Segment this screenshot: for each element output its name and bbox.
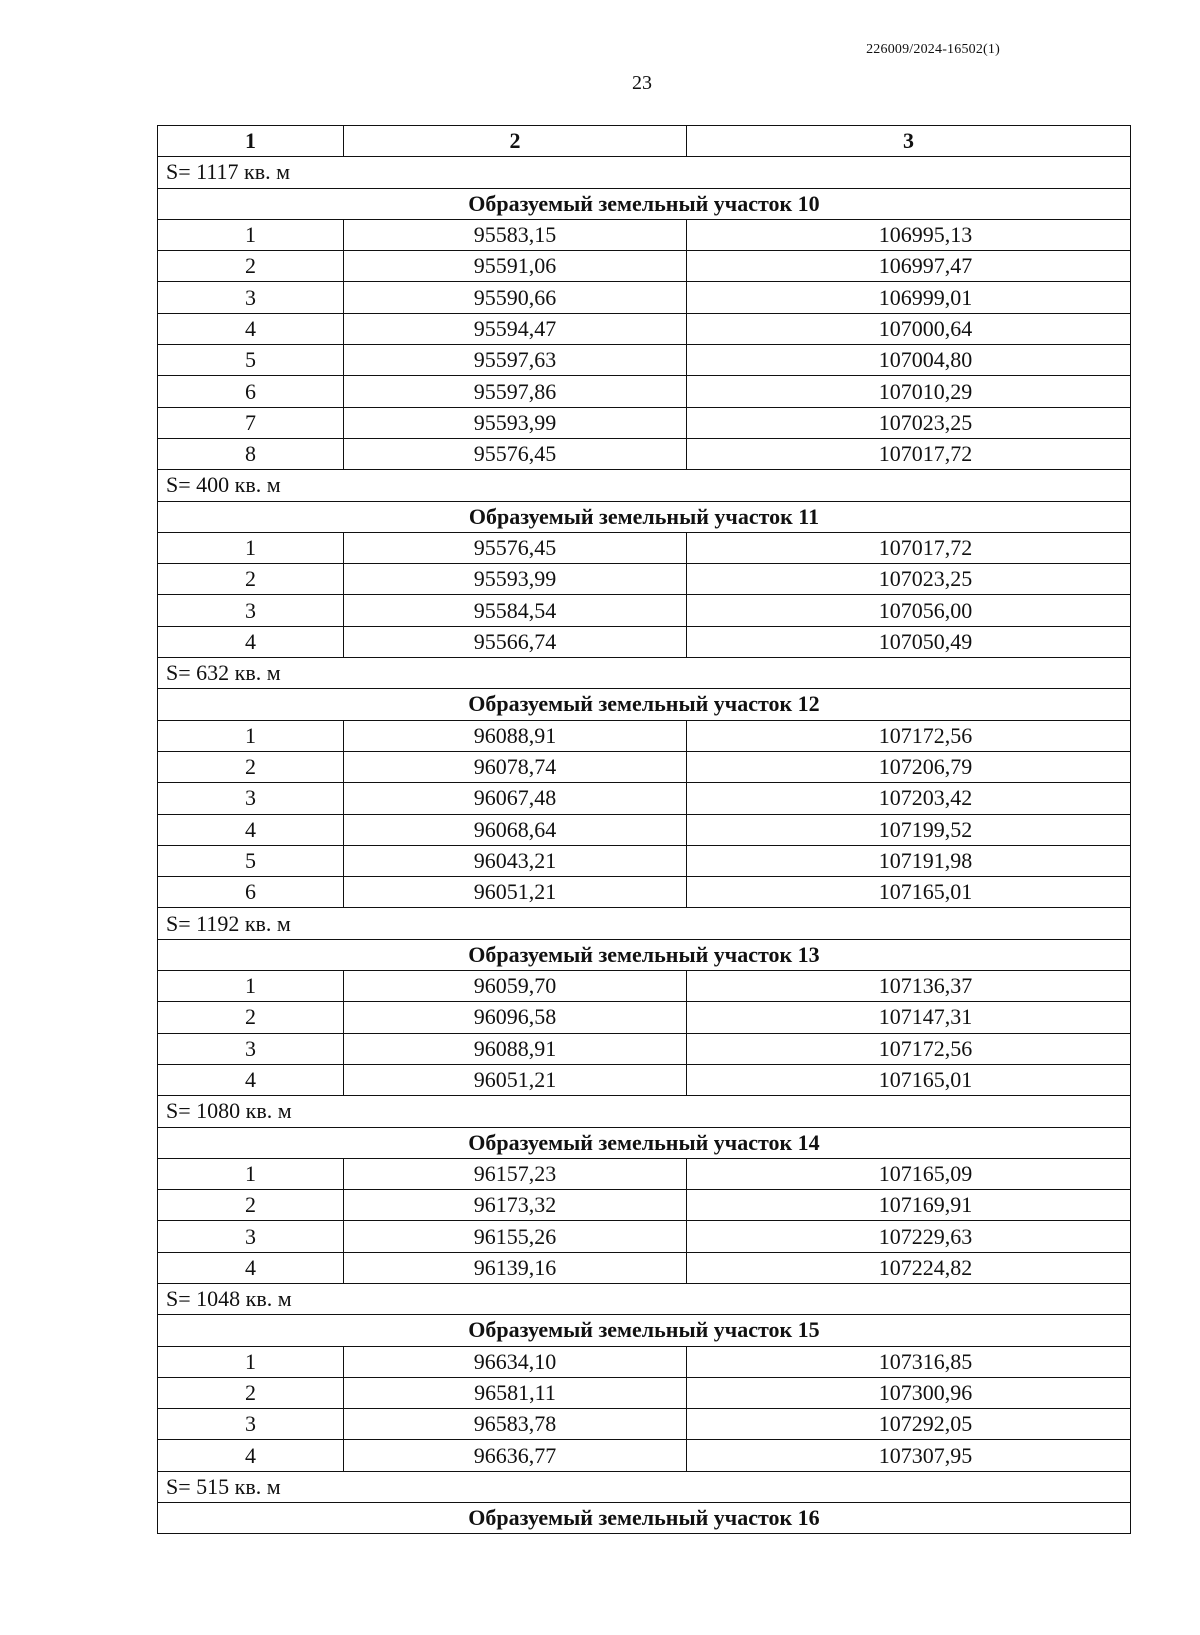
point-number-cell: 1	[158, 720, 344, 751]
coordinate-row	[158, 783, 1131, 814]
point-number-cell: 1	[158, 219, 344, 250]
y-coordinate-cell: 107229,63	[687, 1221, 1131, 1252]
point-number-cell: 4	[158, 626, 344, 657]
area-row	[158, 908, 1131, 939]
table-body	[158, 126, 1131, 1534]
point-number-cell: 3	[158, 1221, 344, 1252]
x-coordinate-cell: 95593,99	[344, 564, 687, 595]
y-coordinate-cell: 107165,09	[687, 1158, 1131, 1189]
x-coordinate-cell: 95590,66	[344, 282, 687, 313]
y-coordinate-cell: 107206,79	[687, 751, 1131, 782]
section-title-row	[158, 1315, 1131, 1346]
area-row	[158, 157, 1131, 188]
x-coordinate-cell: 96059,70	[344, 971, 687, 1002]
coordinate-row	[158, 345, 1131, 376]
section-title-row	[158, 1127, 1131, 1158]
point-number-cell: 3	[158, 783, 344, 814]
y-coordinate-cell: 107165,01	[687, 1064, 1131, 1095]
section-title-row	[158, 939, 1131, 970]
y-coordinate-cell: 107165,01	[687, 877, 1131, 908]
coordinate-row	[158, 1440, 1131, 1471]
column-header: 2	[344, 126, 687, 157]
section-title-row	[158, 689, 1131, 720]
point-number-cell: 3	[158, 1409, 344, 1440]
point-number-cell: 3	[158, 595, 344, 626]
doc-number: 226009/2024-16502(1)	[866, 42, 1000, 57]
coordinate-row	[158, 1252, 1131, 1283]
area-row	[158, 470, 1131, 501]
y-coordinate-cell: 107300,96	[687, 1377, 1131, 1408]
y-coordinate-cell: 107017,72	[687, 532, 1131, 563]
point-number-cell: 2	[158, 1377, 344, 1408]
y-coordinate-cell: 107191,98	[687, 845, 1131, 876]
y-coordinate-cell: 107203,42	[687, 783, 1131, 814]
section-title: Образуемый земельный участок 14	[158, 1127, 1131, 1158]
x-coordinate-cell: 96583,78	[344, 1409, 687, 1440]
coordinate-row	[158, 313, 1131, 344]
x-coordinate-cell: 96068,64	[344, 814, 687, 845]
y-coordinate-cell: 106997,47	[687, 251, 1131, 282]
area-value: S= 400 кв. м	[158, 470, 1131, 501]
point-number-cell: 2	[158, 564, 344, 595]
section-title: Образуемый земельный участок 12	[158, 689, 1131, 720]
coordinate-row	[158, 845, 1131, 876]
y-coordinate-cell: 107010,29	[687, 376, 1131, 407]
section-title: Образуемый земельный участок 11	[158, 501, 1131, 532]
coordinate-row	[158, 1221, 1131, 1252]
coordinate-row	[158, 564, 1131, 595]
y-coordinate-cell: 107292,05	[687, 1409, 1131, 1440]
y-coordinate-cell: 107000,64	[687, 313, 1131, 344]
section-title: Образуемый земельный участок 13	[158, 939, 1131, 970]
y-coordinate-cell: 107224,82	[687, 1252, 1131, 1283]
y-coordinate-cell: 106995,13	[687, 219, 1131, 250]
point-number-cell: 3	[158, 1033, 344, 1064]
point-number-cell: 2	[158, 251, 344, 282]
x-coordinate-cell: 95597,63	[344, 345, 687, 376]
x-coordinate-cell: 95576,45	[344, 532, 687, 563]
area-row	[158, 1471, 1131, 1502]
coordinate-row	[158, 971, 1131, 1002]
y-coordinate-cell: 107172,56	[687, 720, 1131, 751]
coordinate-row	[158, 595, 1131, 626]
area-value: S= 1080 кв. м	[158, 1096, 1131, 1127]
x-coordinate-cell: 96043,21	[344, 845, 687, 876]
x-coordinate-cell: 95597,86	[344, 376, 687, 407]
point-number-cell: 4	[158, 1252, 344, 1283]
y-coordinate-cell: 107307,95	[687, 1440, 1131, 1471]
y-coordinate-cell: 107004,80	[687, 345, 1131, 376]
x-coordinate-cell: 96155,26	[344, 1221, 687, 1252]
coordinate-row	[158, 814, 1131, 845]
point-number-cell: 6	[158, 877, 344, 908]
section-title-row	[158, 501, 1131, 532]
x-coordinate-cell: 96581,11	[344, 1377, 687, 1408]
point-number-cell: 1	[158, 1346, 344, 1377]
coordinate-row	[158, 407, 1131, 438]
coordinate-row	[158, 282, 1131, 313]
y-coordinate-cell: 107169,91	[687, 1190, 1131, 1221]
x-coordinate-cell: 95584,54	[344, 595, 687, 626]
coordinate-row	[158, 1409, 1131, 1440]
coordinate-row	[158, 720, 1131, 751]
area-row	[158, 658, 1131, 689]
x-coordinate-cell: 95594,47	[344, 313, 687, 344]
area-row	[158, 1096, 1131, 1127]
y-coordinate-cell: 107199,52	[687, 814, 1131, 845]
point-number-cell: 7	[158, 407, 344, 438]
coordinate-row	[158, 376, 1131, 407]
point-number-cell: 4	[158, 313, 344, 344]
coordinate-row	[158, 751, 1131, 782]
x-coordinate-cell: 95591,06	[344, 251, 687, 282]
point-number-cell: 3	[158, 282, 344, 313]
coordinate-row	[158, 1377, 1131, 1408]
x-coordinate-cell: 95583,15	[344, 219, 687, 250]
section-title: Образуемый земельный участок 10	[158, 188, 1131, 219]
point-number-cell: 2	[158, 1190, 344, 1221]
x-coordinate-cell: 95566,74	[344, 626, 687, 657]
section-title: Образуемый земельный участок 15	[158, 1315, 1131, 1346]
coordinate-row	[158, 219, 1131, 250]
point-number-cell: 4	[158, 1440, 344, 1471]
y-coordinate-cell: 107023,25	[687, 564, 1131, 595]
x-coordinate-cell: 95593,99	[344, 407, 687, 438]
coordinate-row	[158, 1158, 1131, 1189]
area-value: S= 632 кв. м	[158, 658, 1131, 689]
x-coordinate-cell: 96096,58	[344, 1002, 687, 1033]
y-coordinate-cell: 107172,56	[687, 1033, 1131, 1064]
area-value: S= 1192 кв. м	[158, 908, 1131, 939]
x-coordinate-cell: 96139,16	[344, 1252, 687, 1283]
coordinate-row	[158, 438, 1131, 469]
area-value: S= 1048 кв. м	[158, 1283, 1131, 1314]
coordinate-row	[158, 1033, 1131, 1064]
section-title-row	[158, 188, 1131, 219]
point-number-cell: 6	[158, 376, 344, 407]
column-header: 3	[687, 126, 1131, 157]
x-coordinate-cell: 96078,74	[344, 751, 687, 782]
coordinate-row	[158, 1190, 1131, 1221]
y-coordinate-cell: 107056,00	[687, 595, 1131, 626]
column-header: 1	[158, 126, 344, 157]
section-title-row	[158, 1503, 1131, 1534]
coordinate-row	[158, 1064, 1131, 1095]
x-coordinate-cell: 96636,77	[344, 1440, 687, 1471]
point-number-cell: 1	[158, 1158, 344, 1189]
point-number-cell: 2	[158, 1002, 344, 1033]
point-number-cell: 2	[158, 751, 344, 782]
y-coordinate-cell: 107136,37	[687, 971, 1131, 1002]
x-coordinate-cell: 96088,91	[344, 1033, 687, 1064]
coordinate-row	[158, 877, 1131, 908]
area-row	[158, 1283, 1131, 1314]
y-coordinate-cell: 107050,49	[687, 626, 1131, 657]
y-coordinate-cell: 107023,25	[687, 407, 1131, 438]
point-number-cell: 5	[158, 345, 344, 376]
x-coordinate-cell: 96634,10	[344, 1346, 687, 1377]
coordinate-row	[158, 1346, 1131, 1377]
x-coordinate-cell: 95576,45	[344, 438, 687, 469]
x-coordinate-cell: 96157,23	[344, 1158, 687, 1189]
point-number-cell: 4	[158, 1064, 344, 1095]
point-number-cell: 1	[158, 971, 344, 1002]
y-coordinate-cell: 107147,31	[687, 1002, 1131, 1033]
x-coordinate-cell: 96173,32	[344, 1190, 687, 1221]
area-value: S= 1117 кв. м	[158, 157, 1131, 188]
point-number-cell: 4	[158, 814, 344, 845]
y-coordinate-cell: 107017,72	[687, 438, 1131, 469]
coordinate-row	[158, 532, 1131, 563]
point-number-cell: 1	[158, 532, 344, 563]
coordinate-row	[158, 251, 1131, 282]
table-header-row	[158, 126, 1131, 157]
page-number: 23	[632, 72, 652, 94]
point-number-cell: 8	[158, 438, 344, 469]
coordinates-table	[157, 125, 1131, 1534]
section-title: Образуемый земельный участок 16	[158, 1503, 1131, 1534]
point-number-cell: 5	[158, 845, 344, 876]
x-coordinate-cell: 96088,91	[344, 720, 687, 751]
y-coordinate-cell: 106999,01	[687, 282, 1131, 313]
coordinate-row	[158, 626, 1131, 657]
area-value: S= 515 кв. м	[158, 1471, 1131, 1502]
x-coordinate-cell: 96067,48	[344, 783, 687, 814]
coordinate-row	[158, 1002, 1131, 1033]
y-coordinate-cell: 107316,85	[687, 1346, 1131, 1377]
x-coordinate-cell: 96051,21	[344, 877, 687, 908]
x-coordinate-cell: 96051,21	[344, 1064, 687, 1095]
